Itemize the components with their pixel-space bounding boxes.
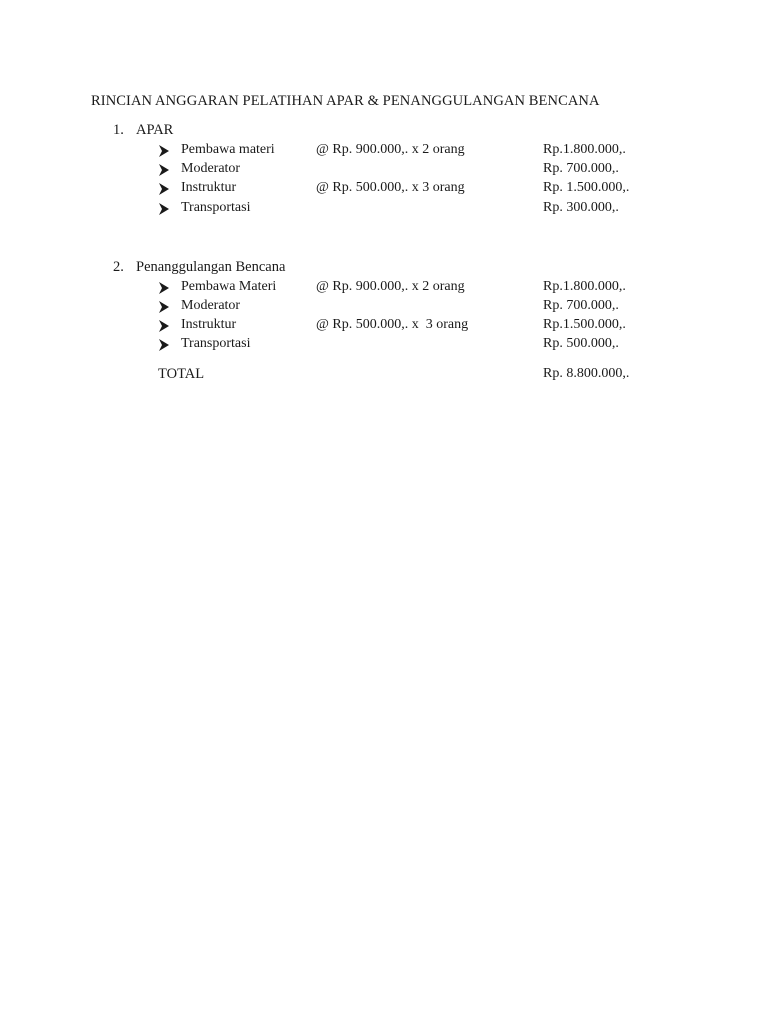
document-title: RINCIAN ANGGARAN PELATIHAN APAR & PENANGGULANGAN BENCANA — [91, 93, 600, 109]
item-label: Instruktur — [181, 180, 237, 195]
arrowhead-bullet-icon — [158, 339, 170, 351]
arrowhead-bullet-icon — [158, 164, 170, 176]
budget-row — [158, 298, 678, 317]
arrowhead-bullet-icon — [158, 282, 170, 294]
section-heading-apar — [113, 122, 173, 139]
section-number: 2. — [113, 259, 124, 275]
item-label: Instruktur — [181, 317, 237, 332]
item-rate: @ Rp. 900.000,. x 2 orang — [316, 142, 465, 157]
budget-row — [158, 336, 678, 355]
budget-row — [158, 200, 678, 219]
item-rate: @ Rp. 900.000,. x 2 orang — [316, 279, 465, 294]
total-label: TOTAL — [158, 366, 205, 382]
arrowhead-bullet-icon — [158, 183, 170, 195]
item-amount: Rp.1.800.000,. — [543, 279, 626, 294]
item-amount: Rp.1.500.000,. — [543, 317, 626, 332]
item-amount: Rp. 1.500.000,. — [543, 180, 630, 195]
section-title: APAR — [136, 122, 174, 138]
arrowhead-bullet-icon — [158, 320, 170, 332]
section-heading-penanggulangan-bencana — [113, 259, 285, 276]
budget-row — [158, 161, 678, 180]
item-label: Pembawa materi — [181, 142, 275, 157]
item-label: Transportasi — [181, 200, 251, 215]
budget-row — [158, 279, 678, 298]
item-label: Moderator — [181, 161, 241, 176]
item-rate: @ Rp. 500.000,. x 3 orang — [316, 180, 465, 195]
total-row — [158, 366, 678, 386]
item-rate: @ Rp. 500.000,. x 3 orang — [316, 317, 469, 332]
item-label: Transportasi — [181, 336, 251, 351]
budget-row — [158, 180, 678, 199]
arrowhead-bullet-icon — [158, 145, 170, 157]
arrowhead-bullet-icon — [158, 301, 170, 313]
item-amount: Rp.1.800.000,. — [543, 142, 626, 157]
arrowhead-bullet-icon — [158, 203, 170, 215]
item-label: Pembawa Materi — [181, 279, 277, 294]
item-amount: Rp. 700.000,. — [543, 298, 619, 313]
item-label: Moderator — [181, 298, 241, 313]
budget-row — [158, 317, 678, 336]
budget-row — [158, 142, 678, 161]
section-title: Penanggulangan Bencana — [136, 259, 286, 275]
item-amount: Rp. 700.000,. — [543, 161, 619, 176]
total-amount: Rp. 8.800.000,. — [543, 366, 630, 381]
item-amount: Rp. 300.000,. — [543, 200, 619, 215]
section-number: 1. — [113, 122, 124, 138]
item-amount: Rp. 500.000,. — [543, 336, 619, 351]
